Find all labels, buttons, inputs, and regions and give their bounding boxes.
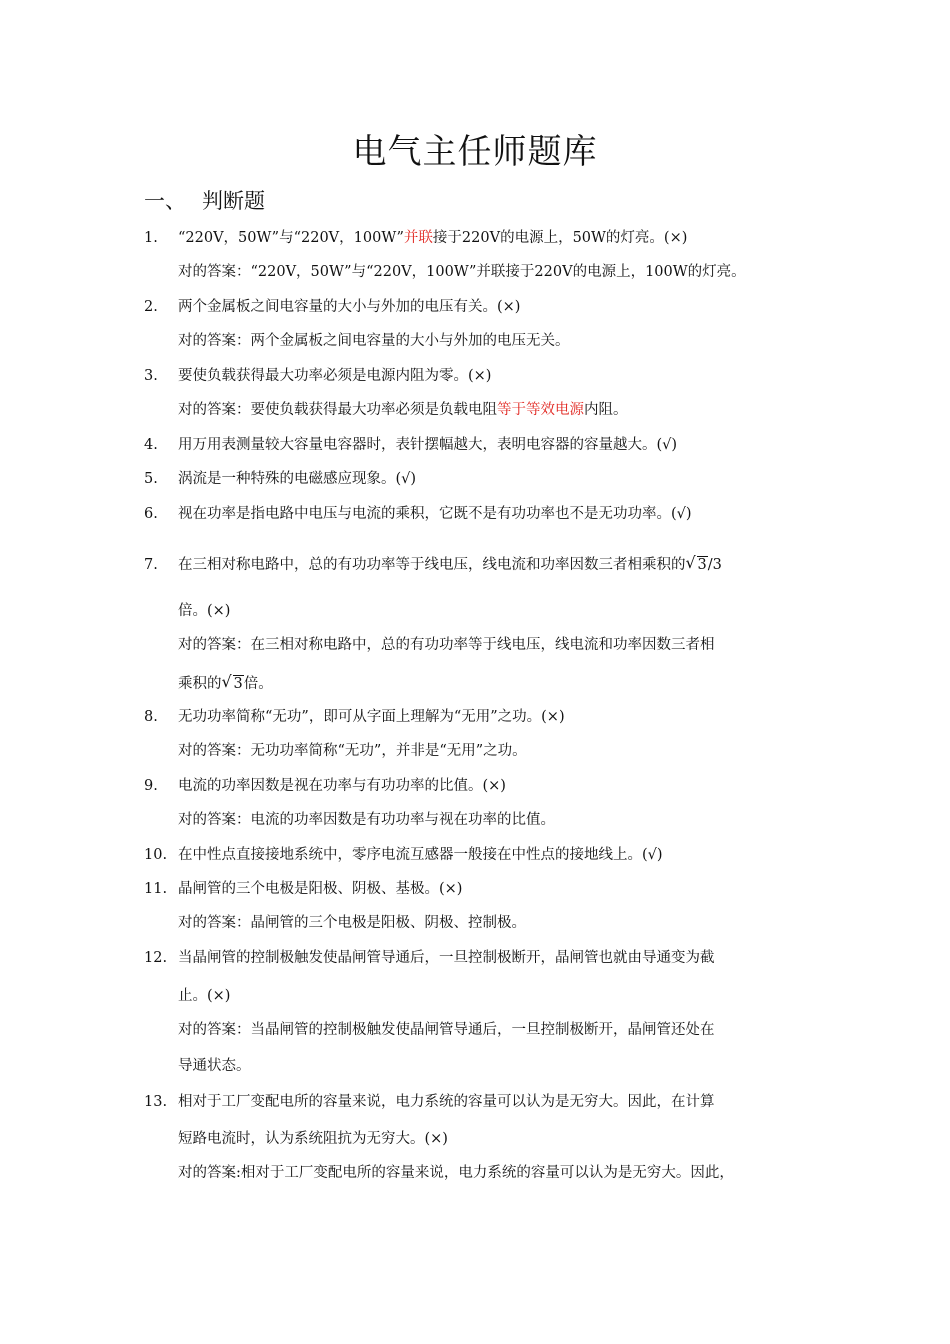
question-number: 2. xyxy=(144,299,158,315)
section-number: 一、 xyxy=(144,189,186,213)
question-text: 视在功率是指电路中电压与电流的乘积，它既不是有功功率也不是无功功率。(√) xyxy=(178,506,692,522)
question-number: 3. xyxy=(144,368,158,384)
question-number: 1. xyxy=(144,230,158,246)
answer-11: 对的答案：晶闸管的三个电极是阳极、阴极、控制极。 xyxy=(178,915,526,931)
question-number: 4. xyxy=(144,437,158,453)
question-text: 用万用表测量较大容量电容器时，表针摆幅越大，表明电容器的容量越大。(√) xyxy=(178,437,678,453)
answer-text-part: 乘积的 xyxy=(178,676,222,692)
question-number: 7. xyxy=(144,557,158,573)
sqrt-expression xyxy=(686,554,708,576)
question-text-part: 接于220V的电源上，50W的灯亮。(×) xyxy=(432,230,688,246)
question-text: 晶闸管的三个电极是阳极、阴极、基极。(×) xyxy=(178,881,463,897)
question-text: 相对于工厂变配电所的容量来说，电力系统的容量可以认为是无穷大。因此，在计算 xyxy=(178,1094,715,1110)
question-text xyxy=(178,554,722,576)
section-heading xyxy=(144,186,265,216)
answer-8: 对的答案：无功功率简称“无功”，并非是“无用”之功。 xyxy=(178,743,527,759)
answer-text-part: 内阻。 xyxy=(584,402,628,418)
question-number: 9. xyxy=(144,778,158,794)
radical-sign: √ xyxy=(221,672,232,691)
question-text: 当晶闸管的控制极触发使晶闸管导通后，一旦控制极断开，晶闸管也就由导通变为截 xyxy=(178,950,715,966)
answer-1: 对的答案：“220V，50W”与“220V，100W”并联接于220V的电源上，100W的灯亮。 xyxy=(178,264,746,280)
question-13-continued: 短路电流时，认为系统阻抗为无穷大。(×) xyxy=(178,1131,448,1147)
question-number: 10. xyxy=(144,847,168,863)
question-number: 5. xyxy=(144,471,158,487)
radicand: 3 xyxy=(697,557,707,573)
question-text: 涡流是一种特殊的电磁感应现象。(√) xyxy=(178,471,417,487)
answer-12-continued: 导通状态。 xyxy=(178,1058,251,1074)
question-7-continued: 倍。(×) xyxy=(178,603,231,619)
question-number: 6. xyxy=(144,506,158,522)
section-title: 判断题 xyxy=(202,189,265,213)
answer-text-part: 对的答案：要使负载获得最大功率必须是负载电阻 xyxy=(178,402,497,418)
answer-12: 对的答案：当晶闸管的控制极触发使晶闸管导通后，一旦控制极断开，晶闸管还处在 xyxy=(178,1022,715,1038)
radicand: 3 xyxy=(233,676,243,692)
question-text: 无功功率简称“无功”，即可从字面上理解为“无用”之功。(×) xyxy=(178,709,565,725)
question-text xyxy=(178,227,687,249)
radical-sign: √ xyxy=(685,553,696,572)
page-title: 电气主任师题库 xyxy=(352,132,598,172)
highlighted-text: 等于等效电源 xyxy=(497,402,584,418)
question-text: 在中性点直接接地系统中，零序电流互感器一般接在中性点的接地线上。(√) xyxy=(178,847,663,863)
question-text: 要使负载获得最大功率必须是电源内阻为零。(×) xyxy=(178,368,492,384)
question-number: 13. xyxy=(144,1094,168,1110)
highlighted-text: 并联 xyxy=(403,230,433,246)
answer-7-continued xyxy=(178,673,273,695)
question-number: 12. xyxy=(144,950,168,966)
question-text: 两个金属板之间电容量的大小与外加的电压有关。(×) xyxy=(178,299,521,315)
answer-text-part: 倍。 xyxy=(243,676,273,692)
question-text-part: “220V，50W”与“220V，100W” xyxy=(178,230,404,246)
answer-13: 对的答案:相对于工厂变配电所的容量来说，电力系统的容量可以认为是无穷大。因此， xyxy=(178,1165,734,1181)
question-text-part: 在三相对称电路中，总的有功功率等于线电压，线电流和功率因数三者相乘积的 xyxy=(178,557,686,573)
sqrt-expression xyxy=(222,673,244,695)
question-text: 电流的功率因数是视在功率与有功功率的比值。(×) xyxy=(178,778,506,794)
math-tail: /3 xyxy=(707,557,722,573)
answer-3 xyxy=(178,399,628,421)
answer-2: 对的答案：两个金属板之间电容量的大小与外加的电压无关。 xyxy=(178,333,570,349)
answer-9: 对的答案：电流的功率因数是有功功率与视在功率的比值。 xyxy=(178,812,555,828)
question-number: 11. xyxy=(144,881,168,897)
question-number: 8. xyxy=(144,709,158,725)
answer-7: 对的答案：在三相对称电路中，总的有功功率等于线电压，线电流和功率因数三者相 xyxy=(178,637,715,653)
question-12-continued: 止。(×) xyxy=(178,988,231,1004)
